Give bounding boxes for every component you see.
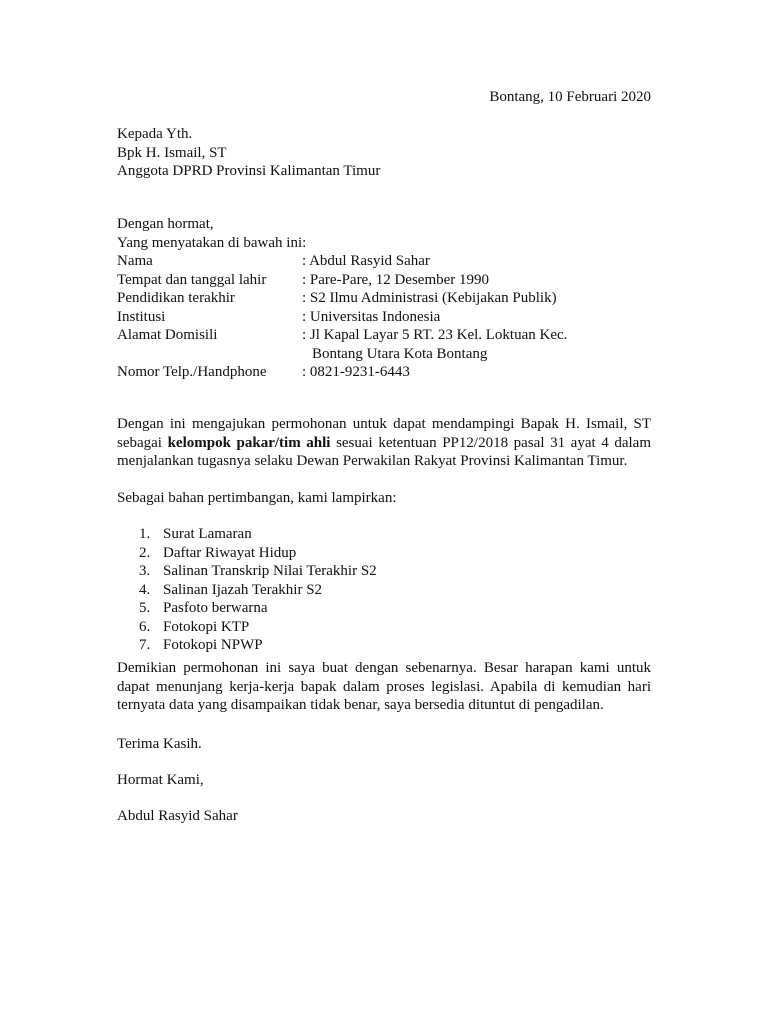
identity-row-address xyxy=(117,326,654,363)
identity-row-institution xyxy=(117,308,654,327)
list-item-text: Surat Lamaran xyxy=(163,526,252,542)
recipient-line-1: Kepada Yth. xyxy=(117,126,193,142)
institution-value: : Universitas Indonesia xyxy=(302,308,441,325)
list-item-number: 6. xyxy=(139,618,151,635)
birth-label: Tempat dan tanggal lahir xyxy=(117,271,267,288)
recipient-block xyxy=(117,125,380,181)
list-item-text: Salinan Transkrip Nilai Terakhir S2 xyxy=(163,563,377,579)
attachment-intro: Sebagai bahan pertimbangan, kami lampirkan: xyxy=(117,490,397,506)
education-value: : S2 Ilmu Administrasi (Kebijakan Publik) xyxy=(302,290,557,306)
name-value: : Abdul Rasyid Sahar xyxy=(302,253,430,269)
identity-row-name xyxy=(117,252,654,271)
request-text-start: Dengan ini mengajukan permohonan untuk dapat mendampingi Bapak H. Ismail, ST sebagai xyxy=(117,416,651,451)
list-item xyxy=(117,636,377,655)
request-text-bold: kelompok pakar/tim ahli xyxy=(167,434,331,451)
list-item-text: Salinan Ijazah Terakhir S2 xyxy=(163,581,323,598)
list-item-text: Daftar Riwayat Hidup xyxy=(163,544,297,561)
phone-label: Nomor Telp./Handphone xyxy=(117,364,267,380)
list-item-number: 7. xyxy=(139,637,151,653)
signer-name: Abdul Rasyid Sahar xyxy=(117,808,238,824)
list-item xyxy=(117,599,377,618)
attachment-list xyxy=(117,525,377,655)
list-item xyxy=(117,618,377,637)
institution-label: Institusi xyxy=(117,308,166,325)
request-paragraph xyxy=(117,415,651,471)
intro-line: Yang menyatakan di bawah ini: xyxy=(117,234,307,251)
list-item-number: 3. xyxy=(139,563,151,579)
address-value-line-2: Bontang Utara Kota Bontang xyxy=(312,345,488,362)
list-item xyxy=(117,562,377,581)
thanks-line: Terima Kasih. xyxy=(117,736,202,752)
birth-value: : Pare-Pare, 12 Desember 1990 xyxy=(302,271,490,288)
list-item-number: 2. xyxy=(139,544,151,561)
address-label: Alamat Domisili xyxy=(117,327,218,343)
regards-line: Hormat Kami, xyxy=(117,772,204,788)
closing-paragraph: Demikian permohonan ini saya buat dengan sebenarnya. Besar harapan kami untuk dapat menunjang kerja-kerja bapak dalam proses legislasi. Apabila di kemudian hari ternyata data yang disampaikan tidak benar, saya bersedia dituntut di pengadilan. xyxy=(117,660,651,713)
list-item-text: Pasfoto berwarna xyxy=(163,600,268,616)
list-item xyxy=(117,525,377,544)
address-value-line-1: : Jl Kapal Layar 5 RT. 23 Kel. Loktuan Kec. xyxy=(302,327,568,343)
request-text-end: sesuai ketentuan PP12/2018 pasal 31 ayat 4 dalam menjalankan tugasnya selaku Dewan Perwakilan Rakyat Provinsi Kalimantan Timur. xyxy=(117,434,651,469)
identity-row-birth xyxy=(117,271,654,290)
identity-table xyxy=(117,252,654,382)
recipient-line-2: Bpk H. Ismail, ST xyxy=(117,144,227,161)
phone-value: : 0821-9231-6443 xyxy=(302,364,410,380)
greeting: Dengan hormat, xyxy=(117,216,214,232)
address-value xyxy=(302,326,654,363)
list-item-text: Fotokopi NPWP xyxy=(163,637,263,653)
identity-row-phone xyxy=(117,363,654,382)
list-item xyxy=(117,581,377,600)
letter-date: Bontang, 10 Februari 2020 xyxy=(489,89,651,105)
salutation-block xyxy=(117,215,306,252)
identity-row-education xyxy=(117,289,654,308)
name-label: Nama xyxy=(117,253,153,269)
list-item-text: Fotokopi KTP xyxy=(163,618,250,635)
education-label: Pendidikan terakhir xyxy=(117,290,235,306)
list-item-number: 1. xyxy=(139,526,151,542)
list-item xyxy=(117,544,377,563)
recipient-line-3: Anggota DPRD Provinsi Kalimantan Timur xyxy=(117,163,381,179)
list-item-number: 5. xyxy=(139,600,151,616)
list-item-number: 4. xyxy=(139,581,151,598)
